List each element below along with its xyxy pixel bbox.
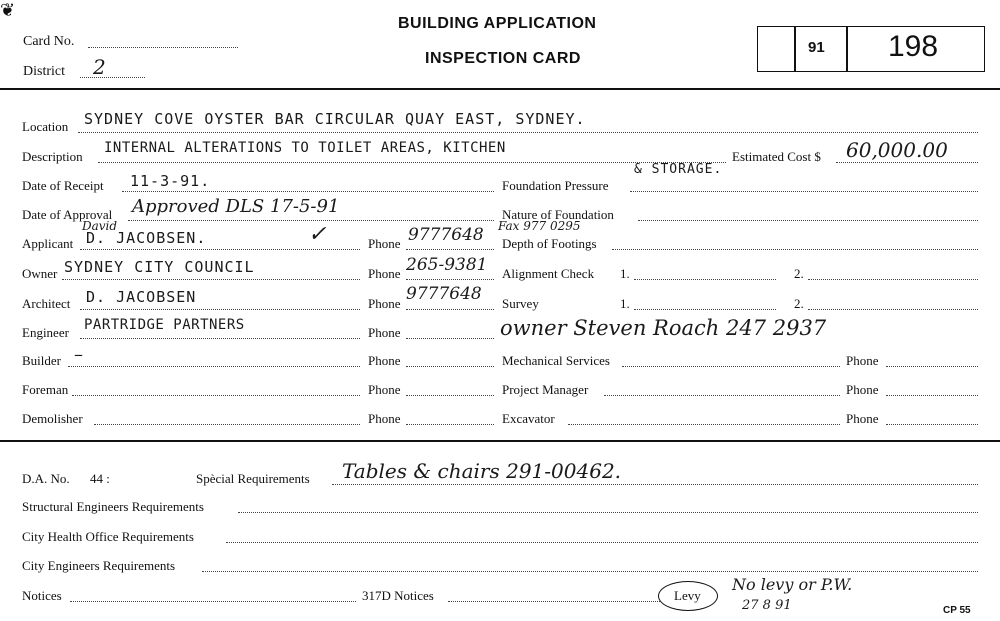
engineer-field xyxy=(80,338,360,339)
nature-foundation-label: Nature of Foundation xyxy=(502,207,614,222)
applicant-field xyxy=(80,249,360,250)
city-engineers-label: City Engineers Requirements xyxy=(22,558,176,573)
structural-requirements-field xyxy=(238,512,978,513)
demolisher-field xyxy=(94,424,360,425)
box-divider-2 xyxy=(846,26,848,72)
notices-317d-field xyxy=(448,601,660,602)
card-no-field xyxy=(88,47,238,48)
special-requirements-value: Tables & chairs 291-00462. xyxy=(342,459,622,483)
da-label: D.A. No. xyxy=(22,471,70,486)
corner-mark: ❦ xyxy=(0,0,16,20)
location-label: Location xyxy=(22,119,69,134)
depth-footings-field xyxy=(612,249,978,250)
description-value-line2: & STORAGE. xyxy=(634,162,723,177)
foundation-pressure-field xyxy=(630,191,978,192)
section-divider xyxy=(0,440,1000,442)
notices-label: Notices xyxy=(22,588,62,603)
architect-phone-field xyxy=(406,309,494,310)
description-label: Description xyxy=(22,149,83,164)
engineer-value: PARTRIDGE PARTNERS xyxy=(84,317,245,333)
district-value: 2 xyxy=(93,55,106,79)
project-manager-label: Project Manager xyxy=(502,382,589,397)
levy-label: Levy xyxy=(674,588,701,603)
approval-label: Date of Approval xyxy=(22,207,113,222)
alignment-2-label: 2. xyxy=(794,266,804,281)
receipt-value: 11-3-91. xyxy=(130,172,211,190)
estimated-cost-value: 60,000.00 xyxy=(846,138,948,162)
foundation-pressure-label: Foundation Pressure xyxy=(502,178,609,193)
demolisher-label: Demolisher xyxy=(22,411,83,426)
applicant-phone-label: Phone xyxy=(368,236,401,251)
header-divider xyxy=(0,88,1000,90)
project-manager-phone-label: Phone xyxy=(846,382,879,397)
receipt-field xyxy=(122,191,494,192)
mechanical-phone-field xyxy=(886,366,978,367)
district-field xyxy=(80,77,145,78)
foreman-phone-field xyxy=(406,395,494,396)
applicant-check: ✓ xyxy=(308,222,327,247)
survey-1-label: 1. xyxy=(620,296,630,311)
builder-value: – xyxy=(74,344,83,365)
da-value: 44 : xyxy=(90,471,110,486)
estimated-cost-label: Estimated Cost $ xyxy=(732,149,821,164)
location-field xyxy=(78,132,978,133)
applicant-fax: Fax 977 0295 xyxy=(498,219,581,233)
alignment-1-label: 1. xyxy=(620,266,630,281)
box-prefix: 91 xyxy=(808,39,825,56)
owner-phone-label: Phone xyxy=(368,266,401,281)
demolisher-phone-field xyxy=(406,424,494,425)
mechanical-field xyxy=(622,366,840,367)
applicant-label: Applicant xyxy=(22,236,74,251)
architect-value: D. JACOBSEN xyxy=(86,288,197,306)
foreman-phone-label: Phone xyxy=(368,382,401,397)
approval-value: Approved DLS 17-5-91 xyxy=(132,196,340,217)
applicant-phone-value: 9777648 xyxy=(408,225,484,245)
levy-date: 27 8 91 xyxy=(742,598,792,613)
alignment-1-field xyxy=(634,279,776,280)
special-requirements-label: Spècial Requirements xyxy=(196,471,310,486)
architect-phone-value: 9777648 xyxy=(406,284,482,304)
foreman-field xyxy=(72,395,360,396)
mechanical-phone-label: Phone xyxy=(846,353,879,368)
engineer-phone-label: Phone xyxy=(368,325,401,340)
health-requirements-field xyxy=(226,542,978,543)
owner-field xyxy=(62,279,360,280)
demolisher-phone-label: Phone xyxy=(368,411,401,426)
excavator-phone-label: Phone xyxy=(846,411,879,426)
survey-1-field xyxy=(634,309,776,310)
architect-label: Architect xyxy=(22,296,71,311)
applicant-value: D. JACOBSEN. xyxy=(86,229,207,247)
notices-field xyxy=(70,601,356,602)
card-no-label: Card No. xyxy=(23,34,75,49)
form-title-line2: INSPECTION CARD xyxy=(425,50,581,67)
box-number: 198 xyxy=(888,30,939,63)
box-divider-1 xyxy=(794,26,796,72)
levy-note: No levy or P.W. xyxy=(732,575,853,594)
location-value: SYDNEY COVE OYSTER BAR CIRCULAR QUAY EAST, SYDNEY. xyxy=(84,110,586,128)
survey-label: Survey xyxy=(502,296,539,311)
description-value: INTERNAL ALTERATIONS TO TOILET AREAS, KITCHEN xyxy=(104,140,506,156)
excavator-phone-field xyxy=(886,424,978,425)
form-code: CP 55 xyxy=(943,605,971,616)
excavator-label: Excavator xyxy=(502,411,555,426)
special-requirements-field xyxy=(332,484,978,485)
project-manager-phone-field xyxy=(886,395,978,396)
engineer-label: Engineer xyxy=(22,325,69,340)
estimated-cost-field xyxy=(836,162,978,163)
owner-value: SYDNEY CITY COUNCIL xyxy=(64,258,255,276)
mechanical-label: Mechanical Services xyxy=(502,353,610,368)
survey-2-label: 2. xyxy=(794,296,804,311)
applicant-phone-field xyxy=(406,249,494,250)
district-label: District xyxy=(23,64,65,79)
owner-label: Owner xyxy=(22,266,58,281)
structural-requirements-label: Structural Engineers Requirements xyxy=(22,499,204,514)
city-engineers-field xyxy=(202,571,978,572)
excavator-field xyxy=(568,424,840,425)
description-field xyxy=(98,162,726,163)
survey-2-field xyxy=(808,309,978,310)
nature-foundation-field xyxy=(638,220,978,221)
alignment-2-field xyxy=(808,279,978,280)
approval-field xyxy=(128,220,494,221)
engineer-phone-field xyxy=(406,338,494,339)
receipt-label: Date of Receipt xyxy=(22,178,104,193)
builder-phone-field xyxy=(406,366,494,367)
builder-phone-label: Phone xyxy=(368,353,401,368)
depth-footings-label: Depth of Footings xyxy=(502,236,597,251)
foreman-label: Foreman xyxy=(22,382,69,397)
architect-field xyxy=(80,309,360,310)
architect-phone-label: Phone xyxy=(368,296,401,311)
notices-317d-label: 317D Notices xyxy=(362,588,434,603)
health-requirements-label: City Health Office Requirements xyxy=(22,529,194,544)
builder-label: Builder xyxy=(22,353,61,368)
project-manager-field xyxy=(604,395,840,396)
owner-phone-value: 265-9381 xyxy=(406,255,488,275)
owner-contact-note: owner Steven Roach 247 2937 xyxy=(500,316,827,340)
applicant-first-name: David xyxy=(82,219,118,233)
form-title-line1: BUILDING APPLICATION xyxy=(398,15,597,32)
alignment-label: Alignment Check xyxy=(502,266,595,281)
owner-phone-field xyxy=(406,279,494,280)
card-number-box xyxy=(757,26,985,72)
builder-field xyxy=(68,366,360,367)
